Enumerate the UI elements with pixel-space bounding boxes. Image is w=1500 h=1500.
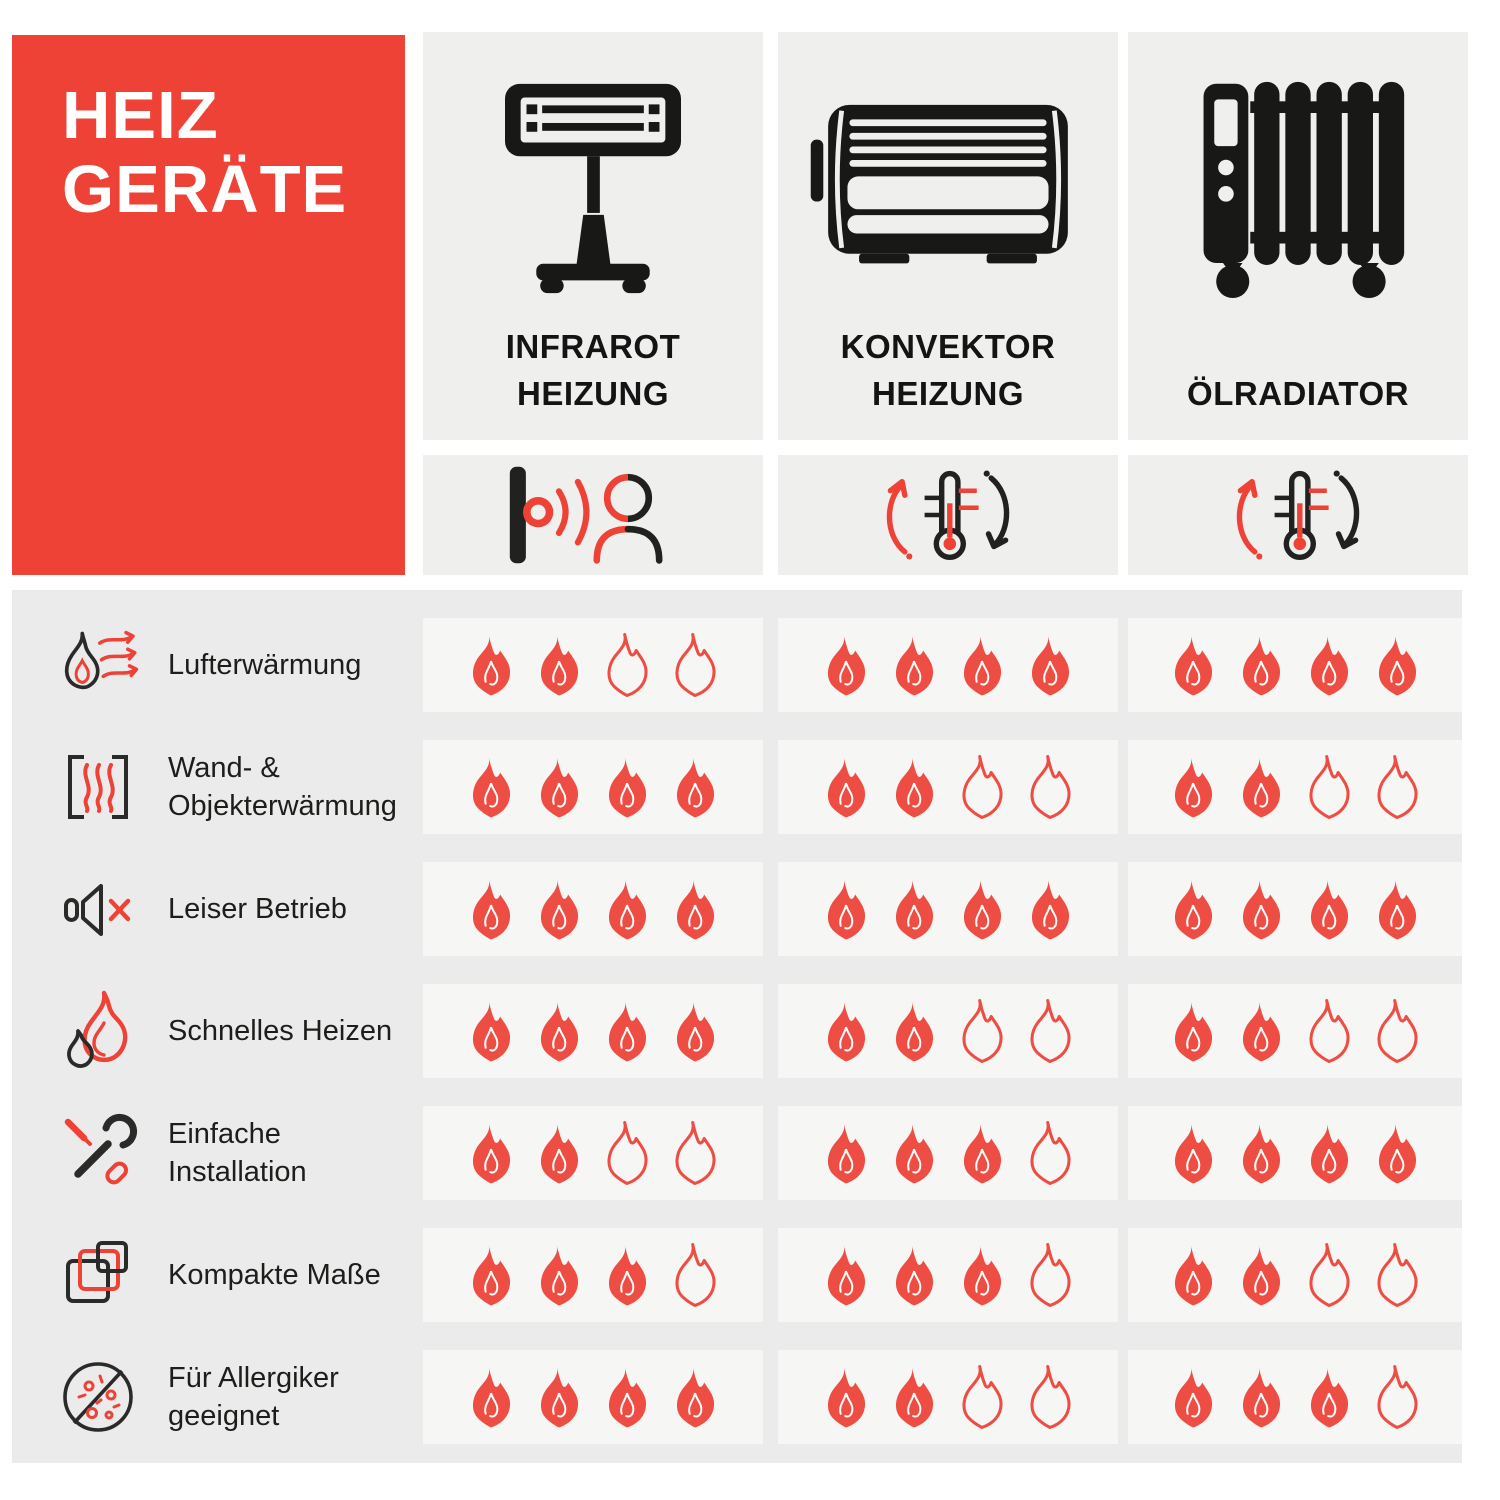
flame-filled-icon	[1306, 633, 1352, 697]
column-label	[778, 324, 1118, 418]
flame-filled-icon	[604, 1365, 650, 1429]
column-label-line1: INFRAROT	[505, 328, 681, 366]
feature-text: Einfache Installation	[168, 1117, 307, 1188]
flame-outline-icon	[1374, 1365, 1420, 1429]
flame-filled-icon	[1306, 1365, 1352, 1429]
rating-cell	[423, 984, 763, 1078]
flame-filled-icon	[468, 1243, 514, 1307]
rating-cell	[1128, 618, 1462, 712]
feature-label	[12, 989, 423, 1073]
rating-cell	[423, 862, 763, 956]
flame-outline-icon	[1374, 999, 1420, 1063]
column-label-line2: HEIZUNG	[517, 375, 669, 413]
flame-filled-icon	[468, 755, 514, 819]
comparison-matrix	[12, 590, 1462, 1463]
rating-cell	[1128, 1106, 1462, 1200]
quiet-operation-icon	[56, 867, 140, 951]
flame-filled-icon	[1238, 1121, 1284, 1185]
rating-cell	[778, 1228, 1118, 1322]
flame-outline-icon	[604, 633, 650, 697]
flame-filled-icon	[468, 999, 514, 1063]
flame-filled-icon	[1170, 877, 1216, 941]
column-label-line1: KONVEKTOR	[840, 328, 1056, 366]
flame-filled-icon	[1170, 1243, 1216, 1307]
oil-radiator-icon	[1128, 78, 1468, 298]
rating-cell	[423, 618, 763, 712]
flame-filled-icon	[536, 999, 582, 1063]
fast-heating-icon	[56, 989, 140, 1073]
column-label-line1: ÖLRADIATOR	[1187, 375, 1409, 413]
flame-filled-icon	[823, 999, 869, 1063]
rating-cell	[778, 740, 1118, 834]
flame-filled-icon	[1238, 633, 1284, 697]
flame-outline-icon	[959, 755, 1005, 819]
flame-filled-icon	[1306, 1121, 1352, 1185]
rating-cell	[778, 1106, 1118, 1200]
rating-cell	[778, 1350, 1118, 1444]
feature-text: Lufterwärmung	[168, 648, 362, 681]
flame-filled-icon	[891, 999, 937, 1063]
flame-filled-icon	[891, 633, 937, 697]
column-label	[1128, 371, 1468, 418]
flame-filled-icon	[1170, 1121, 1216, 1185]
flame-outline-icon	[672, 633, 718, 697]
flame-filled-icon	[823, 755, 869, 819]
feature-label	[12, 1111, 423, 1195]
rating-cell	[1128, 1350, 1462, 1444]
rating-cell	[1128, 740, 1462, 834]
feature-row-einfache-installation	[12, 1106, 1462, 1200]
flame-filled-icon	[1238, 755, 1284, 819]
easy-installation-icon	[56, 1111, 140, 1195]
title-panel	[12, 35, 405, 575]
infrared-heater-icon	[423, 78, 763, 298]
rating-cell	[778, 618, 1118, 712]
feature-text: Wand- & Objekterwärmung	[168, 751, 397, 822]
flame-filled-icon	[672, 755, 718, 819]
feature-row-lufterwaermung	[12, 618, 1462, 712]
flame-filled-icon	[672, 877, 718, 941]
flame-filled-icon	[1170, 1365, 1216, 1429]
flame-filled-icon	[536, 1365, 582, 1429]
flame-filled-icon	[1027, 633, 1073, 697]
flame-filled-icon	[468, 1365, 514, 1429]
flame-filled-icon	[891, 1365, 937, 1429]
rating-cell	[423, 1106, 763, 1200]
feature-text: Kompakte Maße	[168, 1258, 381, 1291]
flame-filled-icon	[823, 1243, 869, 1307]
flame-filled-icon	[604, 755, 650, 819]
feature-text: Leiser Betrieb	[168, 892, 347, 925]
flame-outline-icon	[672, 1243, 718, 1307]
flame-filled-icon	[1374, 633, 1420, 697]
rating-cell	[778, 984, 1118, 1078]
flame-outline-icon	[1374, 1243, 1420, 1307]
flame-filled-icon	[823, 877, 869, 941]
feature-row-wand-objekterwaermung	[12, 740, 1462, 834]
feature-row-kompakte-masse	[12, 1228, 1462, 1322]
wall-object-warming-icon	[56, 745, 140, 829]
rating-cell	[1128, 862, 1462, 956]
page-title-line2: GERÄTE	[62, 151, 348, 227]
column-header-konvektorheizung	[778, 32, 1118, 440]
flame-filled-icon	[823, 1365, 869, 1429]
feature-label	[12, 867, 423, 951]
flame-filled-icon	[536, 755, 582, 819]
convector-heater-icon	[778, 78, 1118, 298]
flame-filled-icon	[604, 1243, 650, 1307]
flame-outline-icon	[1306, 755, 1352, 819]
air-circulation-thermometer-icon	[1208, 463, 1388, 567]
flame-filled-icon	[536, 633, 582, 697]
flame-filled-icon	[1170, 633, 1216, 697]
flame-filled-icon	[468, 1121, 514, 1185]
feature-label	[12, 1233, 423, 1317]
feature-label	[12, 745, 423, 829]
rating-cell	[423, 1228, 763, 1322]
flame-filled-icon	[536, 1121, 582, 1185]
flame-filled-icon	[468, 633, 514, 697]
feature-text: Für Allergiker geeignet	[168, 1361, 339, 1432]
flame-outline-icon	[1306, 999, 1352, 1063]
mechanism-card-infrarot	[423, 455, 763, 575]
feature-row-leiser-betrieb	[12, 862, 1462, 956]
flame-filled-icon	[1374, 1121, 1420, 1185]
flame-outline-icon	[1027, 1365, 1073, 1429]
flame-filled-icon	[1027, 877, 1073, 941]
column-label-line2: HEIZUNG	[872, 375, 1024, 413]
flame-outline-icon	[1027, 1121, 1073, 1185]
flame-filled-icon	[672, 1365, 718, 1429]
flame-filled-icon	[604, 877, 650, 941]
feature-label	[12, 623, 423, 707]
flame-outline-icon	[604, 1121, 650, 1185]
flame-filled-icon	[959, 1243, 1005, 1307]
flame-filled-icon	[1238, 1243, 1284, 1307]
feature-label	[12, 1355, 423, 1439]
feature-text: Schnelles Heizen	[168, 1014, 393, 1047]
flame-filled-icon	[1238, 1365, 1284, 1429]
flame-filled-icon	[891, 877, 937, 941]
flame-filled-icon	[468, 877, 514, 941]
flame-filled-icon	[891, 755, 937, 819]
flame-outline-icon	[1306, 1243, 1352, 1307]
rating-cell	[778, 862, 1118, 956]
feature-row-schnelles-heizen	[12, 984, 1462, 1078]
feature-row-fuer-allergiker	[12, 1350, 1462, 1444]
flame-outline-icon	[1027, 1243, 1073, 1307]
page-title-line1: HEIZ	[62, 78, 219, 153]
flame-outline-icon	[959, 1365, 1005, 1429]
rating-cell	[1128, 1228, 1462, 1322]
flame-filled-icon	[823, 633, 869, 697]
mechanism-card-konvektor	[778, 455, 1118, 575]
column-header-oelradiator	[1128, 32, 1468, 440]
flame-filled-icon	[891, 1243, 937, 1307]
flame-filled-icon	[672, 999, 718, 1063]
flame-filled-icon	[891, 1121, 937, 1185]
flame-filled-icon	[1238, 877, 1284, 941]
radiant-heat-person-icon	[493, 463, 693, 567]
compact-size-icon	[56, 1233, 140, 1317]
rating-cell	[423, 1350, 763, 1444]
flame-filled-icon	[1238, 999, 1284, 1063]
column-header-infrarotheizung	[423, 32, 763, 440]
flame-filled-icon	[1374, 877, 1420, 941]
flame-outline-icon	[959, 999, 1005, 1063]
mechanism-card-oelradiator	[1128, 455, 1468, 575]
flame-outline-icon	[1027, 755, 1073, 819]
flame-filled-icon	[604, 999, 650, 1063]
flame-filled-icon	[959, 1121, 1005, 1185]
flame-filled-icon	[959, 633, 1005, 697]
flame-filled-icon	[1306, 877, 1352, 941]
flame-filled-icon	[1170, 999, 1216, 1063]
flame-filled-icon	[959, 877, 1005, 941]
allergy-friendly-icon	[56, 1355, 140, 1439]
flame-outline-icon	[1027, 999, 1073, 1063]
flame-filled-icon	[536, 877, 582, 941]
column-label	[423, 324, 763, 418]
air-circulation-thermometer-icon	[858, 463, 1038, 567]
flame-filled-icon	[536, 1243, 582, 1307]
rating-cell	[1128, 984, 1462, 1078]
flame-outline-icon	[672, 1121, 718, 1185]
flame-outline-icon	[1374, 755, 1420, 819]
flame-filled-icon	[1170, 755, 1216, 819]
rating-cell	[423, 740, 763, 834]
air-warming-icon	[56, 623, 140, 707]
flame-filled-icon	[823, 1121, 869, 1185]
